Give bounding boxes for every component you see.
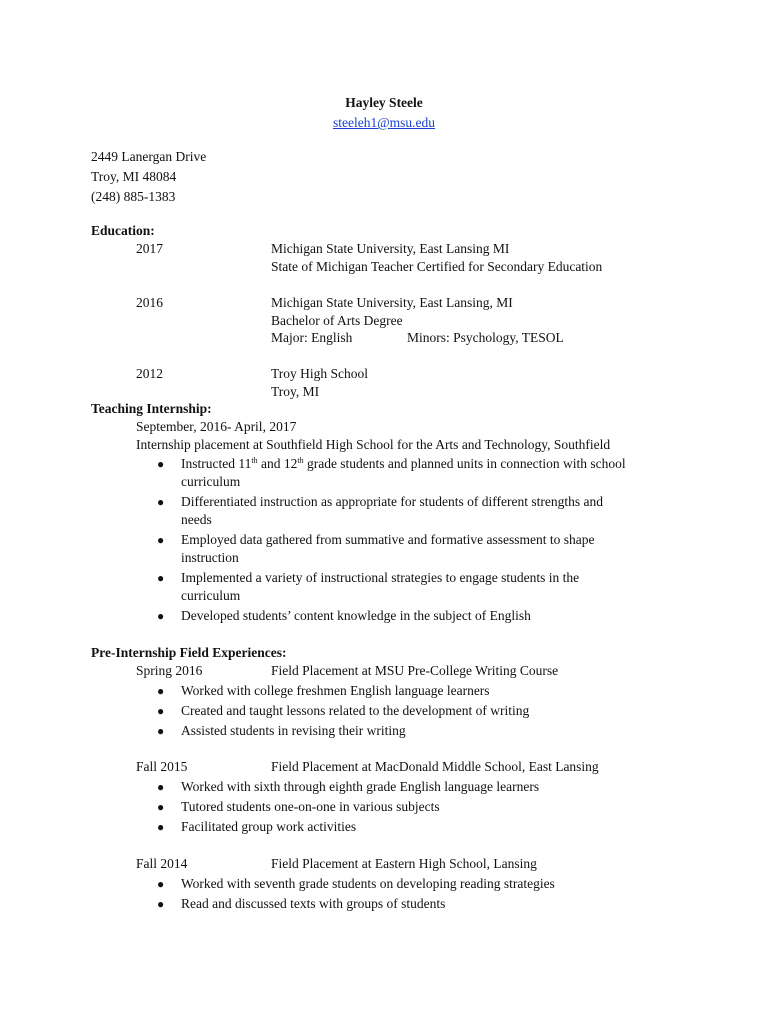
internship-bullet-text: Employed data gathered from summative and formative assessment to shape [181, 532, 595, 547]
education-year: 2017 [136, 241, 163, 256]
internship-bullet-text: curriculum [181, 588, 241, 603]
bullet-icon: ● [157, 877, 165, 891]
internship-bullet-text: curriculum [181, 474, 241, 489]
field-bullet-text: Assisted students in revising their writing [181, 723, 406, 738]
field-heading: Pre-Internship Field Experiences: [91, 645, 287, 660]
internship-bullet-text: Differentiated instruction as appropriate for students of different strengths and [181, 494, 604, 509]
bullet-icon: ● [157, 724, 165, 738]
internship-bullet-text: instruction [181, 550, 239, 565]
bullet-icon: ● [157, 609, 165, 623]
email-link[interactable]: steeleh1@msu.edu [332, 115, 436, 130]
field-placement: Field Placement at Eastern High School, Lansing [271, 856, 537, 871]
address-city: Troy, MI 48084 [91, 169, 177, 184]
bullet-icon: ● [157, 820, 165, 834]
education-heading: Education: [91, 223, 155, 238]
field-bullet-text: Created and taught lessons related to the development of writing [181, 703, 530, 718]
bullet-icon: ● [157, 704, 165, 718]
internship-bullet-text: Implemented a variety of instructional strategies to engage students in the [181, 570, 580, 585]
education-major: Major: English [271, 330, 353, 345]
bullet-icon: ● [157, 684, 165, 698]
internship-placement: Internship placement at Southfield High School for the Arts and Technology, Southfield [136, 437, 611, 452]
education-line: State of Michigan Teacher Certified for Secondary Education [271, 259, 603, 274]
field-bullet-text: Worked with seventh grade students on developing reading strategies [181, 876, 555, 891]
bullet-icon: ● [157, 457, 165, 471]
email-line [0, 114, 768, 132]
internship-bullet-text: needs [181, 512, 212, 527]
internship-bullet-text: Developed students’ content knowledge in the subject of English [181, 608, 531, 623]
internship-bullet-text: Instructed 11th and 12th grade students and planned units in connection with school [181, 456, 626, 471]
education-line: Michigan State University, East Lansing MI [271, 241, 510, 256]
field-placement: Field Placement at MacDonald Middle School, East Lansing [271, 759, 599, 774]
field-term: Fall 2015 [136, 759, 188, 774]
internship-dates: September, 2016- April, 2017 [136, 419, 297, 434]
field-term: Spring 2016 [136, 663, 203, 678]
bullet-icon: ● [157, 495, 165, 509]
education-line: Troy High School [271, 366, 369, 381]
bullet-icon: ● [157, 780, 165, 794]
education-line: Bachelor of Arts Degree [271, 313, 403, 328]
applicant-name: Hayley Steele [345, 95, 423, 110]
education-year: 2016 [136, 295, 163, 310]
internship-heading: Teaching Internship: [91, 401, 212, 416]
bullet-icon: ● [157, 533, 165, 547]
education-line: Troy, MI [271, 384, 320, 399]
phone-number: (248) 885-1383 [91, 189, 176, 204]
field-bullet-text: Read and discussed texts with groups of students [181, 896, 446, 911]
address-street: 2449 Lanergan Drive [91, 149, 207, 164]
field-placement: Field Placement at MSU Pre-College Writing Course [271, 663, 559, 678]
bullet-icon: ● [157, 571, 165, 585]
bullet-icon: ● [157, 800, 165, 814]
field-bullet-text: Worked with sixth through eighth grade English language learners [181, 779, 540, 794]
field-term: Fall 2014 [136, 856, 188, 871]
field-bullet-text: Worked with college freshmen English language learners [181, 683, 490, 698]
field-bullet-text: Tutored students one-on-one in various subjects [181, 799, 440, 814]
bullet-icon: ● [157, 897, 165, 911]
education-minors: Minors: Psychology, TESOL [407, 330, 564, 345]
field-bullet-text: Facilitated group work activities [181, 819, 357, 834]
education-year: 2012 [136, 366, 163, 381]
education-line: Michigan State University, East Lansing, MI [271, 295, 513, 310]
